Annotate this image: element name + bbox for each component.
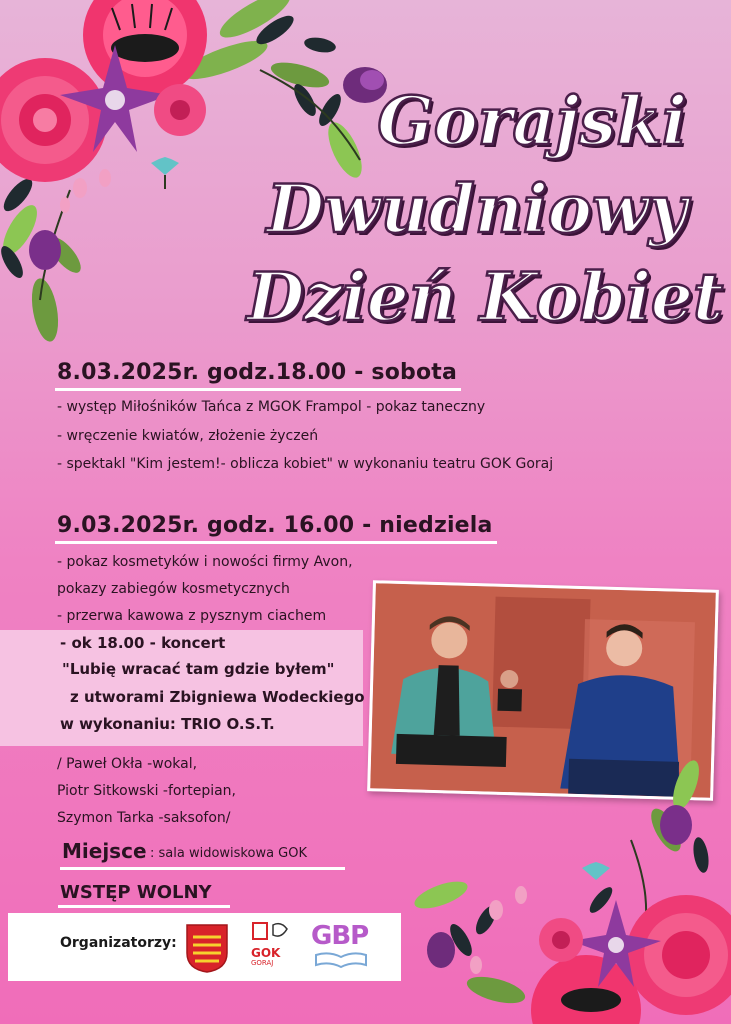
gok-logo-subtext: GORAJ [251, 959, 274, 967]
performer-2: Piotr Sitkowski -fortepian, [57, 783, 236, 799]
title-line-2: Dwudniowy [266, 169, 687, 248]
gok-logo-mark [251, 921, 291, 943]
event-title [247, 78, 724, 341]
gok-logo-text: GOK [251, 946, 281, 960]
concert-title: "Lubię wracać tam gdzie byłem" [62, 660, 335, 678]
concert-time: - ok 18.00 - koncert [60, 634, 226, 652]
day2-item-3: - przerwa kawowa z pysznym ciachem [57, 608, 327, 624]
title-line-3: Dzień Kobiet [247, 257, 724, 336]
day1-item-2: - wręczenie kwiatów, złożenie życzeń [57, 428, 319, 444]
performer-1: / Paweł Okła -wokal, [57, 756, 198, 772]
gok-logo [251, 921, 291, 971]
flower-bouquet-bottom-right [401, 760, 731, 1024]
entry-free: WSTĘP WOLNY [60, 882, 212, 903]
organizers-box [8, 913, 401, 981]
gbp-book-icon [311, 951, 371, 969]
gbp-logo-text: GBP [311, 921, 369, 951]
venue-underline [60, 867, 345, 870]
organizers-label: Organizatorzy: [60, 935, 177, 951]
gbp-logo [311, 921, 381, 973]
performer-3: Szymon Tarka -saksofon/ [57, 810, 231, 826]
day2-item-1: - pokaz kosmetyków i nowości firmy Avon, [57, 554, 353, 570]
day1-item-3: - spektakl "Kim jestem!- oblicza kobiet" w wykonaniu teatru GOK Goraj [57, 456, 554, 472]
title-line-1: Gorajski [377, 82, 687, 160]
venue-value: : sala widowiskowa GOK [150, 846, 308, 861]
entry-underline [58, 905, 230, 908]
day2-heading: 9.03.2025r. godz. 16.00 - niedziela [57, 513, 493, 538]
day2-item-2: pokazy zabiegów kosmetycznych [57, 581, 290, 597]
coat-of-arms-icon [185, 923, 229, 973]
day1-item-1: - występ Miłośników Tańca z MGOK Frampol - pokaz taneczny [57, 399, 486, 415]
concert-performer: w wykonaniu: TRIO O.S.T. [60, 715, 275, 733]
venue-label: Miejsce [62, 839, 147, 863]
concert-composer: z utworami Zbigniewa Wodeckiego [70, 688, 365, 706]
day1-heading: 8.03.2025r. godz.18.00 - sobota [57, 360, 458, 385]
